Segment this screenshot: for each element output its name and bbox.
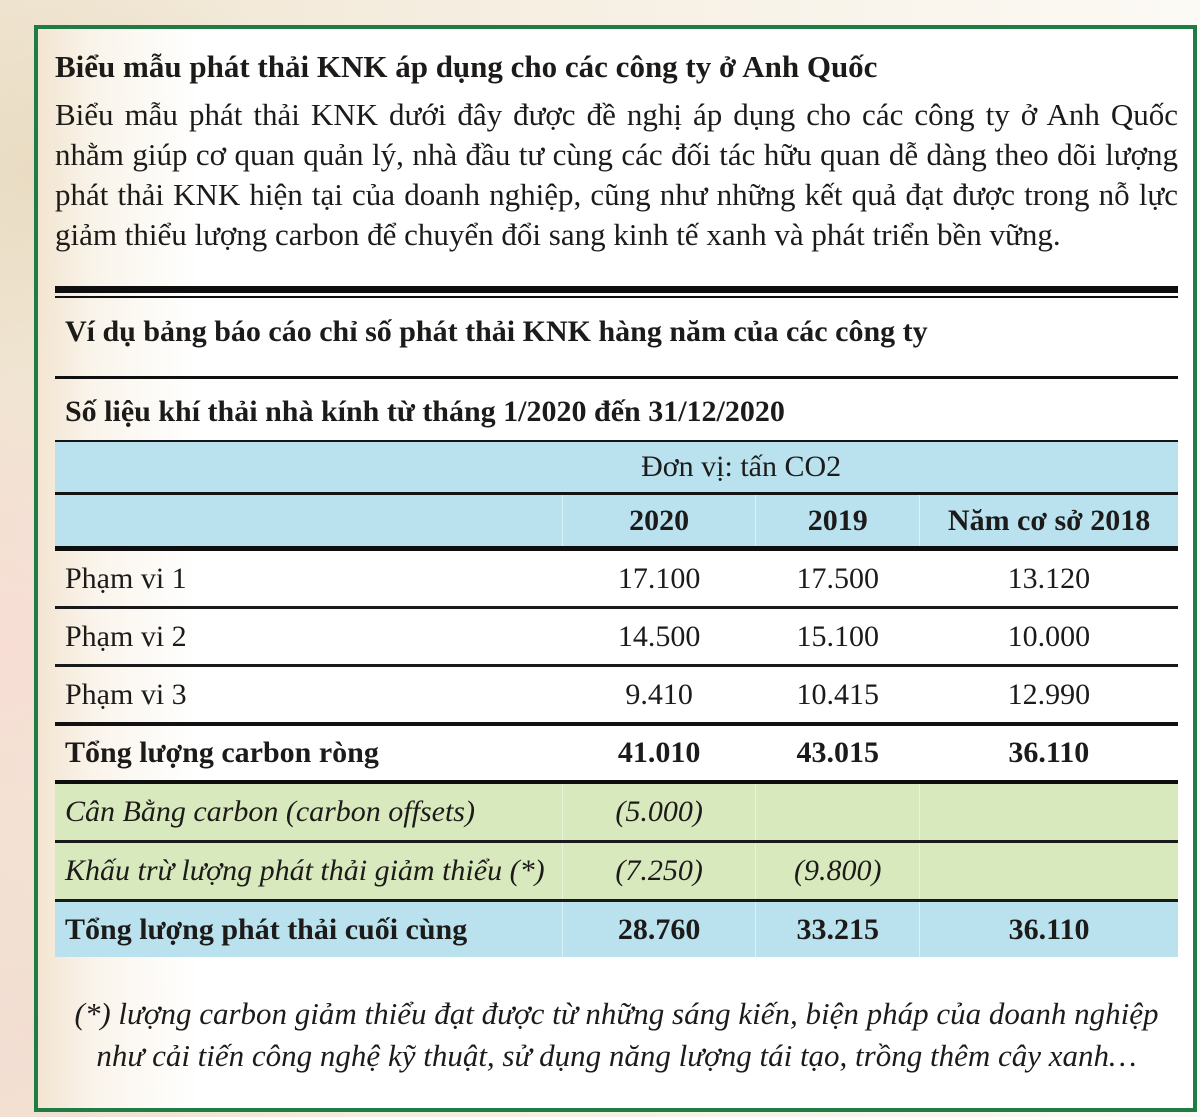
column-header-base-2018: Năm cơ sở 2018 xyxy=(920,494,1178,549)
row-label: Phạm vi 1 xyxy=(65,561,187,595)
document-frame xyxy=(34,25,1197,1112)
row-label: Tổng lượng phát thải cuối cùng xyxy=(55,901,563,958)
unit-row-spacer xyxy=(55,441,563,494)
years-row-spacer xyxy=(55,494,563,549)
cell-value: 10.000 xyxy=(1007,619,1091,653)
cell-value: 17.500 xyxy=(796,561,879,595)
cell-value: (7.250) xyxy=(563,842,756,901)
cell-value: 33.215 xyxy=(756,901,920,958)
cell-value: 36.110 xyxy=(1008,736,1090,769)
cell-value: 36.110 xyxy=(920,901,1178,958)
table-row-scope3 xyxy=(55,666,1178,725)
cell-value xyxy=(756,782,920,842)
row-label: Tổng lượng carbon ròng xyxy=(65,736,379,769)
document-title: Biểu mẫu phát thải KNK áp dụng cho các công ty ở Anh Quốc xyxy=(55,49,878,84)
table-row-scope2 xyxy=(55,608,1178,666)
table-row-years xyxy=(55,494,1178,549)
cell-value: 41.010 xyxy=(617,736,701,769)
unit-label: Đơn vị: tấn CO2 xyxy=(563,441,920,494)
cell-value: 12.990 xyxy=(1007,677,1091,711)
cell-value: (9.800) xyxy=(756,842,920,901)
section-divider-thin xyxy=(55,376,1178,379)
cell-value xyxy=(920,782,1178,842)
cell-value: 14.500 xyxy=(617,619,701,653)
column-header-2019: 2019 xyxy=(756,494,920,549)
cell-value: 43.015 xyxy=(796,736,879,769)
table-row-carbon-offsets xyxy=(55,782,1178,842)
emissions-table xyxy=(55,440,1178,957)
unit-row-spacer xyxy=(920,441,1178,494)
cell-value: 17.100 xyxy=(617,561,701,595)
cell-value: 28.760 xyxy=(563,901,756,958)
section-heading: Ví dụ bảng báo cáo chỉ số phát thải KNK hàng năm của các công ty xyxy=(65,315,928,348)
column-header-2020: 2020 xyxy=(563,494,756,549)
table-row-net-total xyxy=(55,724,1178,782)
section-divider-double xyxy=(55,286,1178,298)
footnote xyxy=(55,993,1178,1077)
period-heading: Số liệu khí thải nhà kính từ tháng 1/2020 đến 31/12/2020 xyxy=(65,395,785,428)
row-label: Cân Bằng carbon (carbon offsets) xyxy=(55,782,563,842)
cell-value xyxy=(920,842,1178,901)
row-label: Phạm vi 2 xyxy=(65,619,187,653)
footnote-line-1: (*) lượng carbon giảm thiểu đạt được từ những sáng kiến, biện pháp của doanh nghiệp xyxy=(74,996,1159,1031)
row-label: Khấu trừ lượng phát thải giảm thiểu (*) xyxy=(55,842,563,901)
table-row-unit xyxy=(55,441,1178,494)
intro-paragraph: Biểu mẫu phát thải KNK dưới đây được đề nghị áp dụng cho các công ty ở Anh Quốc nhằm giúp cơ quan quản lý, nhà đầu tư cùng các đối tác hữu quan dễ dàng theo dõi lượng phát thải KNK hiện tại của doanh nghiệp, cũng như những kết quả đạt được trong nỗ lực giảm thiểu lượng carbon để chuyển đổi sang kinh tế xanh và phát triển bền vững. xyxy=(55,97,1178,252)
footnote-line-2: như cải tiến công nghệ kỹ thuật, sử dụng năng lượng tái tạo, trồng thêm cây xanh… xyxy=(96,1038,1137,1073)
row-label: Phạm vi 3 xyxy=(65,677,187,711)
cell-value: 15.100 xyxy=(796,619,879,653)
table-row-final-total xyxy=(55,901,1178,958)
table-row-scope1 xyxy=(55,549,1178,608)
table-row-reduction-deduction xyxy=(55,842,1178,901)
cell-value: 13.120 xyxy=(1007,561,1091,595)
cell-value: 9.410 xyxy=(625,677,693,711)
cell-value: (5.000) xyxy=(563,782,756,842)
cell-value: 10.415 xyxy=(796,677,879,711)
